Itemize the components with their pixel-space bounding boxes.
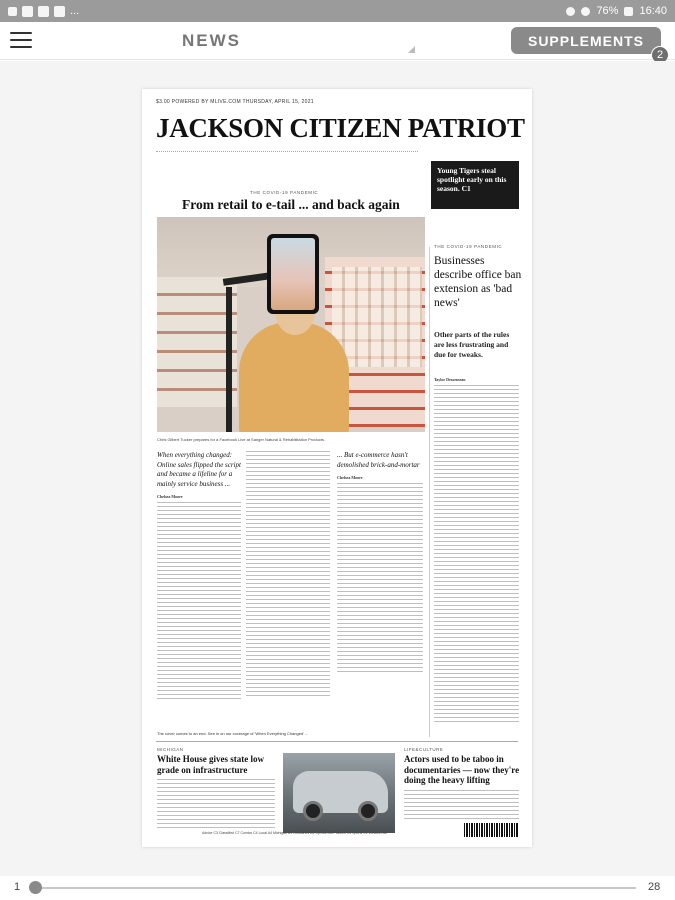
supplements-button[interactable]: SUPPLEMENTS (511, 27, 661, 54)
photo-caption: Chris Gilbert Tucker prepares for a Facebook Live at Sanger Natural & Rehabilitation Products. (157, 437, 326, 442)
story2-body (337, 483, 423, 673)
story2-column[interactable] (337, 451, 423, 673)
page-slider[interactable] (0, 876, 675, 900)
cover-note: The cover comes to an end. See in on our coverage of 'When Everything Changed' ... (157, 731, 309, 736)
app-bar (0, 22, 675, 60)
section-dropdown-icon[interactable] (408, 46, 415, 53)
main-headline[interactable]: From retail to e-tail ... and back again (182, 197, 400, 212)
column-divider (429, 247, 430, 737)
mute-icon (566, 7, 575, 16)
masthead-dateline: $3.00 POWERED BY MLIVE.COM THURSDAY, APRIL 15, 2021 (156, 99, 314, 105)
newspaper-page[interactable] (142, 89, 532, 847)
battery-level: 76% (596, 5, 619, 17)
bottom-left-headline[interactable]: White House gives state low grade on infrastructure (157, 754, 264, 775)
story1-byline: Chelsea Moore (157, 494, 183, 499)
barcode (464, 823, 519, 837)
more-notifications: ... (70, 5, 80, 17)
sports-promo[interactable]: Young Tigers steal spotlight early on this season. C1 (431, 161, 519, 209)
message-icon (22, 6, 33, 17)
story2-byline: Chelsea Moore (337, 475, 363, 480)
main-story-photo[interactable] (157, 217, 425, 432)
side-story-column[interactable] (434, 372, 519, 725)
page-index: Advice C3 Classified C7 Comics C4 Local A4 Michigan B1 Obituaries B4 Opinion A8 Puzzles C5 Sports C1 Weather A2 (202, 831, 387, 835)
supplements-count-badge: 2 (651, 46, 669, 64)
battery-icon (624, 7, 633, 16)
status-bar (0, 0, 675, 22)
bottom-left-body (157, 779, 275, 831)
page-viewer[interactable] (0, 61, 675, 876)
notification-icon (8, 7, 17, 16)
hamburger-menu-icon[interactable] (10, 32, 32, 50)
side-story-kicker: THE COVID-19 PANDEMIC (434, 244, 503, 249)
story1-body-2 (246, 451, 330, 696)
side-body (434, 385, 519, 725)
story2-deck: ... But e-commerce hasn't demolished brick-and-mortar (337, 451, 420, 469)
masthead-rule (156, 151, 418, 153)
bottom-rule (156, 741, 518, 742)
story1-deck: When everything changed: Online sales flipped the script and became a lifeline for a mainly service business ... (157, 451, 241, 488)
clock: 16:40 (639, 5, 667, 17)
story1-column[interactable] (157, 451, 241, 702)
bottom-left-kicker: MICHIGAN (157, 747, 184, 752)
main-story-kicker: THE COVID-19 PANDEMIC (250, 190, 319, 195)
story1-column-2[interactable] (246, 451, 330, 696)
story1-body (157, 502, 241, 702)
wifi-icon (581, 7, 590, 16)
gallery-icon (38, 6, 49, 17)
side-headline[interactable]: Businesses describe office ban extension as 'bad news' (434, 255, 522, 309)
bottom-right-body (404, 790, 519, 820)
slider-track[interactable] (30, 887, 636, 889)
section-title[interactable]: NEWS (182, 31, 241, 50)
side-deck: Other parts of the rules are less frustrating and due for tweaks. (434, 330, 510, 359)
bottom-right-headline[interactable]: Actors used to be taboo in documentaries — now they're doing the heavy lifting (404, 754, 520, 785)
current-page-number: 1 (14, 881, 21, 893)
infrastructure-photo[interactable] (283, 753, 395, 833)
side-byline: Taylor Desormeau (434, 377, 466, 382)
slider-thumb[interactable] (29, 881, 42, 894)
app-icon (54, 6, 65, 17)
total-pages-number: 28 (648, 881, 661, 893)
bottom-right-kicker: LIFE&CULTURE (404, 747, 444, 752)
masthead: JACKSON CITIZEN PATRIOT (156, 113, 525, 143)
